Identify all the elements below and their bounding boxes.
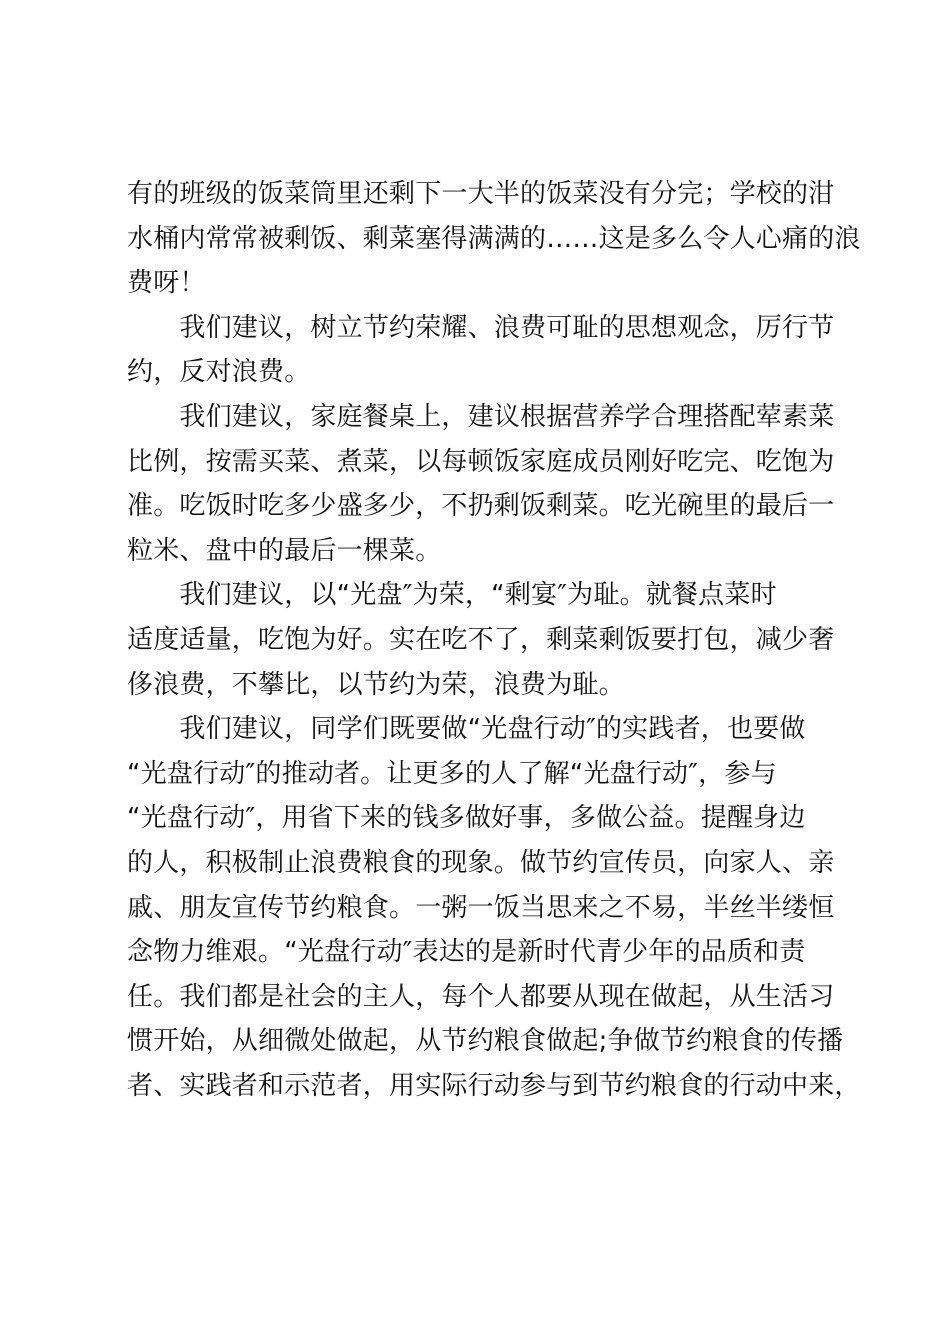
text-line: 粒米、盘中的最后一棵菜。 [127,535,442,566]
text-line: 适度适量，吃饱为好。实在吃不了，剩菜剩饭要打包，减少奢 [127,624,835,655]
text-line: 我们建议，以“光盘″为荣，“剩宴″为耻。就餐点菜时 [127,580,777,611]
body-text [127,172,861,1108]
text-line: 准。吃饭时吃多少盛多少，不扔剩饭剩菜。吃光碗里的最后一 [127,491,835,522]
text-line: 戚、朋友宣传节约粮食。一粥一饭当思来之不易，半丝半缕恒 [127,892,835,923]
text-line: 我们建议，家庭餐桌上，建议根据营养学合理搭配荤素菜 [127,401,835,432]
text-line: 比例，按需买菜、煮菜，以每顿饭家庭成员刚好吃完、吃饱为 [127,446,835,477]
text-line: 水桶内常常被剩饭、剩菜塞得满满的……这是多么令人心痛的浪 [127,223,861,254]
text-line: 惯开始，从细微处做起，从节约粮食做起;争做节约粮食的传播 [127,1026,844,1057]
text-line: 任。我们都是社会的主人，每个人都要从现在做起，从生活习 [127,981,835,1012]
text-line: 念物力维艰。“光盘行动″表达的是新时代青少年的品质和责 [127,937,806,968]
text-line: 的人，积极制止浪费粮食的现象。做节约宣传员，向家人、亲 [127,847,835,878]
text-line: 我们建议，同学们既要做“光盘行动″的实践者，也要做 [127,714,806,745]
text-line: 侈浪费，不攀比，以节约为荣，浪费为耻。 [127,669,625,700]
text-line: 约，反对浪费。 [127,357,311,388]
text-line: 者、实践者和示范者，用实际行动参与到节约粮食的行动中来， [127,1070,861,1101]
text-line: “光盘行动″的推动者。让更多的人了解“光盘行动″，参与 [127,758,777,789]
text-line: “光盘行动″，用省下来的钱多做好事，多做公益。提醒身边 [127,803,806,834]
text-line: 我们建议，树立节约荣耀、浪费可耻的思想观念，厉行节 [127,312,835,343]
text-line: 有的班级的饭菜筒里还剩下一大半的饭菜没有分完；学校的泔 [127,179,835,209]
text-line: 费呀！ [127,268,206,299]
